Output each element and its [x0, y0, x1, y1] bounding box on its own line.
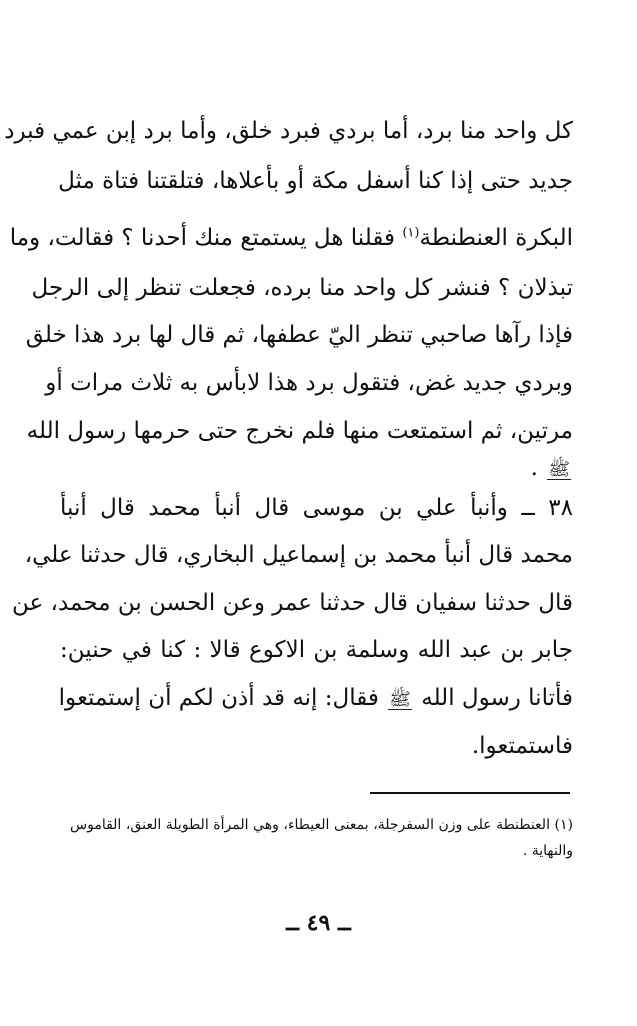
text-line-4: تبذلان ؟ فنشر كل واحد منا برده، فجعلت تنظر إلى الرجل: [31, 275, 573, 301]
paragraph-38-line-6: فاستمتعوا.: [471, 733, 573, 759]
paragraph-38-line-1: ٣٨ ــ وأنبأ علي بن موسى قال أنبأ محمد قال أنبأ: [60, 495, 573, 521]
text-line-7: مرتين، ثم استمتعت منها فلم نخرج حتى حرمها رسول الله: [26, 418, 573, 444]
paragraph-38-line-4: جابر بن عبد الله وسلمة بن الاكوع قالا : كنا في حنين:: [60, 637, 573, 663]
footnote-divider: [370, 792, 570, 794]
footnote-reference: (١): [402, 225, 420, 241]
text-line-3: البكرة العنطنطة$^{(١)}$ فقلنا هل يستمتع منك أحدنا ؟ فقالت، وما: [9, 225, 573, 251]
page-number: ــ ٤٩ ــ: [286, 910, 351, 936]
paragraph-38-line-3: قال حدثنا سفيان قال حدثنا عمر وعن الحسن بن محمد، عن: [12, 590, 573, 616]
text-line-5: فإذا رآها صاحبي تنظر اليّ عطفها، ثم قال لها برد هذا خلق: [25, 322, 573, 348]
text-line-6: وبردي جديد غض، فتقول برد هذا لابأس به ثلاث مرات أو: [45, 370, 573, 396]
paragraph-38-line-2: محمد قال أنبأ محمد بن إسماعيل البخاري، قال حدثنا علي،: [24, 542, 573, 568]
paragraph-38-line-5: فأتانا رسول الله ﷺ فقال: إنه قد أذن لكم أن إستمتعوا: [58, 685, 573, 711]
text-line-8: ﷺ .: [530, 455, 570, 481]
text-line-2: جديد حتى إذا كنا أسفل مكة أو بأعلاها، فتلقتنا فتاة مثل: [58, 168, 573, 194]
footnote: (١) العنطنطة على وزن السفرجلة، بمعنى العيطاء، وهي المرأة الطويلة العنق، القاموس والنهاية .: [70, 817, 573, 859]
text-line-1: كل واحد منا برد، أما بردي فبرد خلق، وأما برد إبن عمي فبرد: [4, 118, 573, 144]
salawat-glyph-2: ﷺ: [389, 689, 411, 710]
salawat-glyph: ﷺ: [548, 459, 570, 480]
